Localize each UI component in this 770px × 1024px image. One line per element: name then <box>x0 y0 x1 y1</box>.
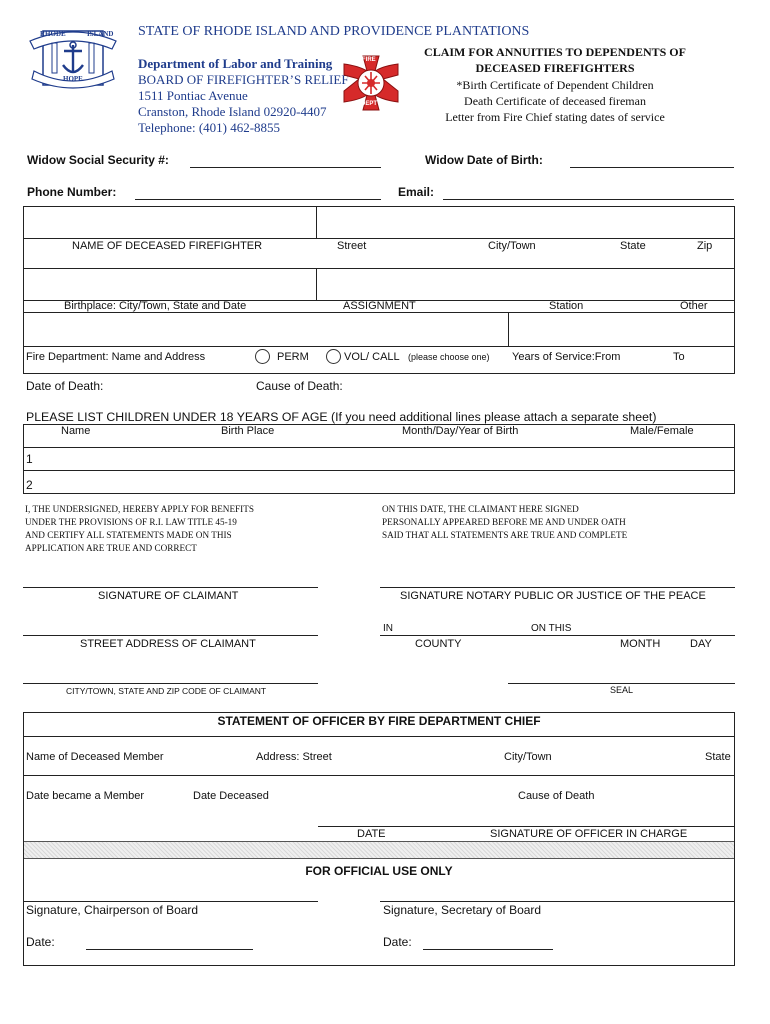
department-name: Department of Labor and Training <box>138 56 333 71</box>
notary-signature-line[interactable] <box>380 587 735 588</box>
affirmation-right-3: SAID THAT ALL STATEMENTS ARE TRUE AND COMPLETE <box>382 530 628 540</box>
requirement-1: *Birth Certificate of Dependent Children <box>456 78 654 92</box>
officer-city-label: City/Town <box>504 751 552 763</box>
affirmation-left-3: AND CERTIFY ALL STATEMENTS MADE ON THIS <box>25 530 232 540</box>
affirmation-right-2: PERSONALLY APPEARED BEFORE ME AND UNDER OATH <box>382 517 626 527</box>
affirmation-left-1: I, THE UNDERSIGNED, HEREBY APPLY FOR BENEFITS <box>25 504 254 514</box>
col-date-of-birth: Month/Day/Year of Birth <box>402 425 519 437</box>
affirmation-left-4: APPLICATION ARE TRUE AND CORRECT <box>25 543 197 553</box>
seal-line <box>508 683 735 684</box>
widow-ssn-field[interactable] <box>190 167 381 168</box>
child-row-1[interactable]: 1 <box>26 452 33 466</box>
perm-radio[interactable] <box>255 349 270 364</box>
fire-department-label: Fire Department: Name and Address <box>26 351 206 363</box>
in-label: IN <box>383 623 393 634</box>
deceased-member-name-label: Name of Deceased Member <box>26 751 164 763</box>
requirement-3: Letter from Fire Chief stating dates of service <box>445 110 665 124</box>
widow-ssn-label: Widow Social Security #: <box>27 153 169 167</box>
claim-title-line-1: CLAIM FOR ANNUITIES TO DEPENDENTS OF <box>424 45 686 59</box>
claimant-street-line[interactable] <box>23 635 318 636</box>
notary-signature-label: SIGNATURE NOTARY PUBLIC OR JUSTICE OF THE PEACE <box>400 590 706 602</box>
years-from-label: Years of Service:From <box>512 351 621 363</box>
officer-cause-label: Cause of Death <box>518 790 595 802</box>
county-line[interactable] <box>380 635 735 636</box>
chair-signature-label: Signature, Chairperson of Board <box>26 903 199 917</box>
on-this-label: ON THIS <box>531 623 572 634</box>
deceased-name-label: NAME OF DECEASED FIREFIGHTER <box>72 240 263 252</box>
email-field[interactable] <box>443 199 734 200</box>
child-row-2[interactable]: 2 <box>26 478 33 492</box>
badge-text-dept: DEPT <box>361 101 378 107</box>
secretary-date-field[interactable] <box>423 949 553 950</box>
email-label: Email: <box>398 185 435 199</box>
deceased-address-field[interactable] <box>317 207 734 238</box>
choose-one-note: (please choose one) <box>408 352 490 362</box>
col-birth-place: Birth Place <box>221 425 275 437</box>
board-name: BOARD OF FIREFIGHTER’S RELIEF <box>138 72 349 87</box>
badge-text-fire: FIRE <box>362 57 376 63</box>
seal-label: SEAL <box>610 685 634 695</box>
chair-date-field[interactable] <box>86 949 253 950</box>
officer-signature-label: SIGNATURE OF OFFICER IN CHARGE <box>490 828 688 840</box>
cause-of-death-label: Cause of Death: <box>256 379 343 393</box>
phone-label: Phone Number: <box>27 185 117 199</box>
vol-call-radio[interactable] <box>326 349 341 364</box>
children-table <box>23 424 735 494</box>
secretary-signature-line[interactable] <box>380 901 735 902</box>
date-of-death-label: Date of Death: <box>26 379 104 393</box>
officer-state-label: State <box>705 751 731 763</box>
officer-heading: STATEMENT OF OFFICER BY FIRE DEPARTMENT CHIEF <box>217 714 541 728</box>
zip-label: Zip <box>697 240 713 252</box>
officer-date-label: DATE <box>357 828 386 840</box>
seal-text-hope: HOPE <box>63 75 83 83</box>
other-label: Other <box>680 300 708 312</box>
affirmation-right-1: ON THIS DATE, THE CLAIMANT HERE SIGNED <box>382 504 579 514</box>
member-date-label: Date became a Member <box>26 790 144 802</box>
address-line-2: Cranston, Rhode Island 02920-4407 <box>138 104 327 119</box>
month-label: MONTH <box>620 638 661 650</box>
widow-dob-label: Widow Date of Birth: <box>425 153 543 167</box>
claimant-street-label: STREET ADDRESS OF CLAIMANT <box>80 638 256 650</box>
divider-band <box>24 841 734 859</box>
street-label: Street <box>337 240 367 252</box>
day-label: DAY <box>690 638 712 650</box>
claim-title-line-2: DECEASED FIREFIGHTERS <box>475 61 635 75</box>
deceased-name-field[interactable] <box>24 207 316 238</box>
col-sex: Male/Female <box>630 425 694 437</box>
claimant-city-label: CITY/TOWN, STATE AND ZIP CODE OF CLAIMANT <box>66 686 267 696</box>
telephone: Telephone: (401) 462-8855 <box>138 120 281 135</box>
city-label: City/Town <box>488 240 536 252</box>
phone-field[interactable] <box>135 199 381 200</box>
officer-signature-line[interactable] <box>318 826 735 827</box>
years-to-label: To <box>673 351 685 363</box>
official-use-heading: FOR OFFICIAL USE ONLY <box>305 864 453 878</box>
address-line-1: 1511 Pontiac Avenue <box>138 88 248 103</box>
children-heading: PLEASE LIST CHILDREN UNDER 18 YEARS OF AGE (If you need additional lines please attach a separate sheet) <box>26 410 657 424</box>
claimant-signature-label: SIGNATURE OF CLAIMANT <box>98 590 239 602</box>
chair-signature-line[interactable] <box>23 901 318 902</box>
claimant-city-line[interactable] <box>23 683 318 684</box>
county-label: COUNTY <box>415 638 462 650</box>
seal-text-rhode: RHODE <box>40 30 66 38</box>
state-title: STATE OF RHODE ISLAND AND PROVIDENCE PLANTATIONS <box>138 24 530 39</box>
station-label: Station <box>549 300 584 312</box>
secretary-signature-label: Signature, Secretary of Board <box>383 903 542 917</box>
date-deceased-label: Date Deceased <box>193 790 269 802</box>
affirmation-left-2: UNDER THE PROVISIONS OF R.I. LAW TITLE 45-19 <box>25 517 237 527</box>
secretary-date-label: Date: <box>383 935 412 949</box>
claimant-signature-line[interactable] <box>23 587 318 588</box>
seal-text-island: ISLAND <box>87 30 114 38</box>
state-label: State <box>620 240 646 252</box>
requirement-2: Death Certificate of deceased fireman <box>464 94 646 108</box>
col-name: Name <box>61 425 91 437</box>
officer-street-label: Address: Street <box>256 751 332 763</box>
assignment-label: ASSIGNMENT <box>343 300 416 312</box>
perm-label: PERM <box>277 351 309 363</box>
chair-date-label: Date: <box>26 935 55 949</box>
widow-dob-field[interactable] <box>570 167 734 168</box>
vol-call-label: VOL/ CALL <box>344 351 400 363</box>
birthplace-label: Birthplace: City/Town, State and Date <box>64 300 247 312</box>
